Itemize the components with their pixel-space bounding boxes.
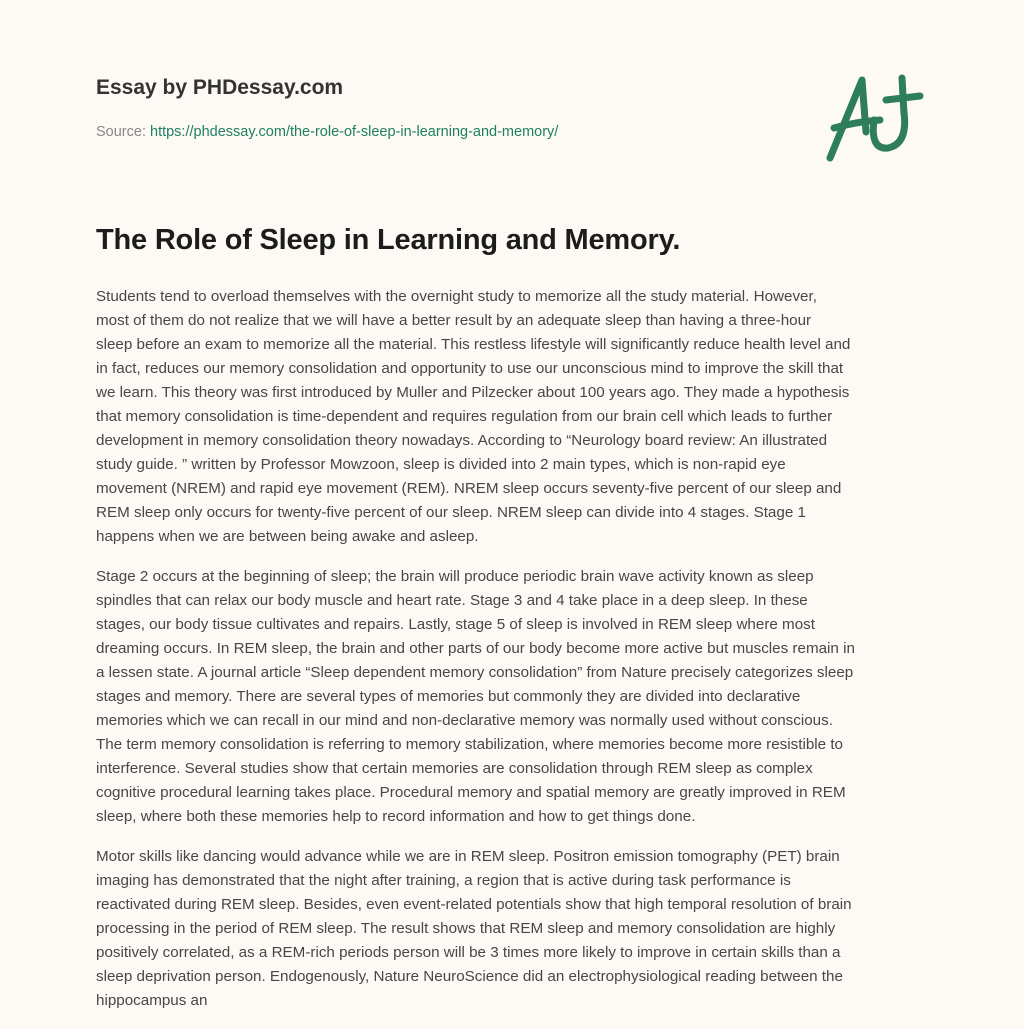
text-line: development in memory consolidation theory nowadays. According to “Neurology board review: An illustrated <box>96 432 828 449</box>
text-line: Students tend to overload themselves with the overnight study to memorize all the study material. However, <box>96 288 817 305</box>
text-line: stages, our body tissue cultivates and repairs. Lastly, stage 5 of sleep is involved in REM sleep where most <box>96 616 815 633</box>
text-line: memories which we can recall in our mind and non-declarative memory was normally used without conscious. <box>96 712 833 729</box>
source-line <box>96 124 558 140</box>
source-label: Source: <box>96 124 150 140</box>
text-line: Stage 2 occurs at the beginning of sleep; the brain will produce periodic brain wave activity known as sleep <box>96 568 814 585</box>
text-line: a lessen state. A journal article “Sleep dependent memory consolidation” from Nature precisely categorizes sleep <box>96 664 854 681</box>
text-line: positively correlated, as a REM-rich periods person will be 3 times more likely to improve in certain skills than a <box>96 944 841 961</box>
text-line: processing in the period of REM sleep. The result shows that REM sleep and memory consolidation are highly <box>96 920 836 937</box>
text-line: REM sleep only occurs for twenty-five percent of our sleep. NREM sleep can divide into 4 stages. Stage 1 <box>96 504 806 521</box>
text-line: imaging has demonstrated that the night after training, a region that is active during task performance is <box>96 872 791 889</box>
essay-title: The Role of Sleep in Learning and Memory. <box>96 224 681 256</box>
text-line: dreaming occurs. In REM sleep, the brain and other parts of our body become more active but muscles remain in <box>96 640 855 657</box>
source-link[interactable]: https://phdessay.com/the-role-of-sleep-in-learning-and-memory/ <box>150 124 559 140</box>
text-line: happens when we are between being awake and asleep. <box>96 528 479 545</box>
text-line: sleep, where both these memories help to record information and how to get things done. <box>96 808 696 825</box>
text-line: The term memory consolidation is referring to memory stabilization, where memories become more resistible to <box>96 736 843 753</box>
text-line: cognitive procedural learning takes place. Procedural memory and spatial memory are greatly improved in REM <box>96 784 846 801</box>
text-line: sleep deprivation person. Endogenously, Nature NeuroScience did an electrophysiological reading between the <box>96 968 843 985</box>
text-line: that memory consolidation is time-dependent and requires regulation from our brain cell which leads to further <box>96 408 833 425</box>
text-line: sleep before an exam to memorize all the material. This restless lifestyle will significantly reduce health level and <box>96 336 851 353</box>
text-line: movement (NREM) and rapid eye movement (REM). NREM sleep occurs seventy-five percent of our sleep and <box>96 480 842 497</box>
a-plus-logo <box>820 70 930 165</box>
text-line: study guide. ” written by Professor Mowzoon, sleep is divided into 2 main types, which is non-rapid eye <box>96 456 786 473</box>
text-line: in fact, reduces our memory consolidation and opportunity to use our unconscious mind to improve the skill that <box>96 360 844 377</box>
text-line: we learn. This theory was first introduced by Muller and Pilzecker about 100 years ago. They made a hypothesis <box>96 384 850 401</box>
text-line: interference. Several studies show that certain memories are consolidation through REM sleep as complex <box>96 760 813 777</box>
text-line: reactivated during REM sleep. Besides, even event-related potentials show that high temporal resolution of brain <box>96 896 852 913</box>
text-line: most of them do not realize that we will have a better result by an adequate sleep than having a three-hour <box>96 312 812 329</box>
text-line: spindles that can relax our body muscle and heart rate. Stage 3 and 4 take place in a deep sleep. In these <box>96 592 808 609</box>
essay-body <box>96 285 936 1029</box>
paragraph-2 <box>96 565 936 829</box>
paragraph-3 <box>96 845 936 1013</box>
paragraph-1 <box>96 285 936 549</box>
text-line: hippocampus an <box>96 992 208 1009</box>
text-line: stages and memory. There are several types of memories but commonly they are divided into declarative <box>96 688 801 705</box>
site-brand: Essay by PHDessay.com <box>96 76 344 99</box>
text-line: Motor skills like dancing would advance while we are in REM sleep. Positron emission tomography (PET) brain <box>96 848 840 865</box>
